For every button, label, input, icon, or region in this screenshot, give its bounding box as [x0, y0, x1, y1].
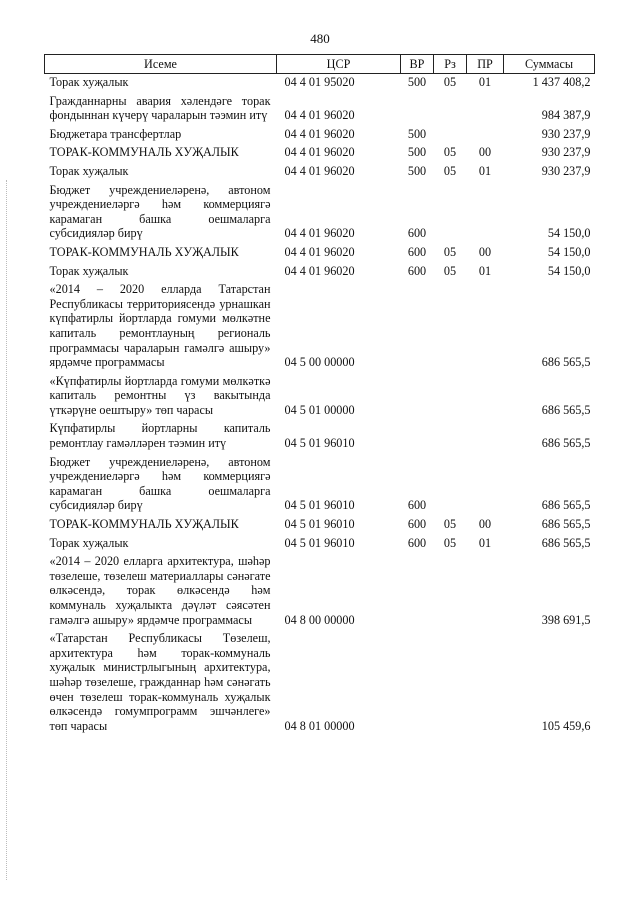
row-vr-code: 500 — [407, 163, 427, 178]
row-name: ТОРАК-КОММУНАЛЬ ХУҖАЛЫК — [49, 517, 239, 532]
row-rz-code — [434, 373, 467, 421]
row-amount: 54 150,0 — [547, 244, 591, 259]
row-pr-code: 00 — [478, 517, 492, 532]
row-rz-code — [434, 553, 467, 630]
budget-table — [44, 54, 595, 736]
row-vr-code: 600 — [407, 226, 427, 241]
table-row — [45, 516, 595, 535]
row-rz-code: 05 — [443, 535, 457, 550]
table-row — [45, 163, 595, 182]
row-pr-code — [467, 420, 504, 453]
row-csr-code: 04 5 01 00000 — [284, 402, 355, 417]
row-rz-code: 05 — [443, 163, 457, 178]
row-vr-code: 600 — [407, 244, 427, 259]
row-amount: 686 565,5 — [541, 402, 591, 417]
row-pr-code — [467, 630, 504, 736]
row-amount: 1 437 408,2 — [532, 75, 591, 89]
row-name: Торак хуҗалык — [49, 263, 129, 278]
row-vr-code: 500 — [407, 145, 427, 160]
row-vr-code — [401, 630, 434, 736]
header-pr: ПР — [467, 55, 504, 74]
row-rz-code — [434, 630, 467, 736]
row-name: Бюджет учреждениеләренә, автоном учреждениеләргә һәм коммерциягә карамаган башка оешмаларга субсидияләр бирү — [49, 454, 271, 513]
table-body — [45, 74, 595, 737]
table-row — [45, 74, 595, 93]
row-vr-code: 500 — [407, 75, 427, 89]
row-name: Бюджетара трансфертлар — [49, 126, 182, 141]
row-amount: 54 150,0 — [547, 226, 591, 241]
row-rz-code: 05 — [443, 145, 457, 160]
table-row — [45, 263, 595, 282]
header-rz: Рз — [434, 55, 467, 74]
row-pr-code: 01 — [478, 535, 492, 550]
row-amount: 930 237,9 — [541, 163, 591, 178]
row-rz-code — [434, 182, 467, 244]
row-amount: 930 237,9 — [541, 126, 591, 141]
row-csr-code: 04 8 00 00000 — [284, 612, 355, 627]
row-rz-code: 05 — [443, 75, 457, 89]
row-amount: 686 565,5 — [541, 436, 591, 451]
row-amount: 686 565,5 — [541, 535, 591, 550]
table-row — [45, 553, 595, 630]
row-name: ТОРАК-КОММУНАЛЬ ХУҖАЛЫК — [49, 244, 239, 259]
row-pr-code: 01 — [478, 263, 492, 278]
row-pr-code: 01 — [478, 75, 492, 89]
table-row — [45, 373, 595, 421]
row-name: Торак хуҗалык — [49, 163, 129, 178]
row-vr-code: 600 — [407, 498, 427, 513]
table-row — [45, 535, 595, 554]
row-pr-code — [467, 182, 504, 244]
row-vr-code — [401, 281, 434, 373]
row-vr-code: 600 — [407, 517, 427, 532]
row-pr-code — [467, 93, 504, 126]
row-csr-code: 04 4 01 96020 — [284, 145, 355, 160]
row-amount: 686 565,5 — [541, 355, 591, 370]
row-name: ТОРАК-КОММУНАЛЬ ХУҖАЛЫК — [49, 145, 239, 160]
header-name: Исеме — [45, 55, 277, 74]
row-csr-code: 04 8 01 00000 — [284, 718, 355, 733]
row-name: Гражданнарны авария хәлендәге торак фондыннан күчерү чараларын тәэмин итү — [49, 93, 271, 123]
row-pr-code — [467, 373, 504, 421]
row-csr-code: 04 4 01 95020 — [284, 75, 355, 89]
row-csr-code: 04 5 01 96010 — [284, 535, 355, 550]
row-amount: 54 150,0 — [547, 263, 591, 278]
row-pr-code: 00 — [478, 145, 492, 160]
row-csr-code: 04 4 01 96020 — [284, 226, 355, 241]
table-row — [45, 93, 595, 126]
row-name: Торак хуҗалык — [49, 75, 129, 89]
row-csr-code: 04 5 01 96010 — [284, 436, 355, 451]
row-name: «Татарстан Республикасы Төзелеш, архитектура һәм торак-коммуналь хуҗалык министрлыгының архитектура, шәһәр төзелеше, гражданнар һәм сәнәгать өчен төзелеш торак-коммуналь хуҗалык өлкәсендә гомумпрограмм эшчәнлеге» төп чарасы — [49, 631, 271, 733]
row-rz-code: 05 — [443, 244, 457, 259]
row-amount: 930 237,9 — [541, 145, 591, 160]
row-pr-code: 00 — [478, 244, 492, 259]
row-name: Бюджет учреждениеләренә, автоном учреждениеләргә һәм коммерциягә карамаган башка оешмаларга субсидияләр бирү — [49, 182, 271, 241]
row-pr-code — [467, 281, 504, 373]
table-row — [45, 454, 595, 516]
row-rz-code — [434, 281, 467, 373]
table-row — [45, 144, 595, 163]
table-row — [45, 281, 595, 373]
row-name: Күпфатирлы йортларны капиталь ремонтлау гамәлләрен тәэмин итү — [49, 421, 271, 451]
row-vr-code — [401, 420, 434, 453]
row-amount: 398 691,5 — [541, 612, 591, 627]
row-vr-code — [401, 93, 434, 126]
row-pr-code: 01 — [478, 163, 492, 178]
row-rz-code — [434, 126, 467, 145]
row-amount: 984 387,9 — [541, 108, 591, 123]
header-sum: Суммасы — [504, 55, 595, 74]
row-vr-code: 500 — [407, 126, 427, 141]
header-vr: ВР — [401, 55, 434, 74]
row-csr-code: 04 5 01 96010 — [284, 517, 355, 532]
row-csr-code: 04 4 01 96020 — [284, 244, 355, 259]
row-csr-code: 04 5 00 00000 — [284, 355, 355, 370]
row-name: «2014 – 2020 елларга архитектура, шәһәр төзелеше, төзелеш материаллары сәнәгате өлкәсендә, торак өлкәсендә һәм коммуналь хуҗалыкта дәүләт сәясәтен гамәлгә ашыру» ярдәмче программасы — [49, 554, 271, 627]
row-vr-code — [401, 553, 434, 630]
row-rz-code: 05 — [443, 517, 457, 532]
table-row — [45, 126, 595, 145]
scan-edge-marks — [6, 180, 8, 880]
table-header-row — [45, 55, 595, 74]
row-csr-code: 04 5 01 96010 — [284, 498, 355, 513]
row-vr-code — [401, 373, 434, 421]
row-vr-code: 600 — [407, 535, 427, 550]
row-csr-code: 04 4 01 96020 — [284, 263, 355, 278]
row-rz-code — [434, 454, 467, 516]
row-amount: 686 565,5 — [541, 498, 591, 513]
table-row — [45, 630, 595, 736]
page-number: 480 — [310, 31, 330, 46]
row-name: «Күпфатирлы йортларда гомуми мөлкәткә капиталь ремонтны үз вакытында үткәрүне оештыру» төп чарасы — [49, 373, 271, 417]
row-csr-code: 04 4 01 96020 — [284, 108, 355, 123]
table-row — [45, 182, 595, 244]
row-csr-code: 04 4 01 96020 — [284, 163, 355, 178]
header-csr: ЦСР — [277, 55, 401, 74]
table-row — [45, 420, 595, 453]
row-pr-code — [467, 454, 504, 516]
row-rz-code — [434, 420, 467, 453]
row-amount: 686 565,5 — [541, 517, 591, 532]
row-amount: 105 459,6 — [541, 718, 591, 733]
row-name: «2014 – 2020 елларда Татарстан Республикасы территориясендә урнашкан күпфатирлы йортларда гомуми мөлкәтне капиталь ремонтлауның региональ программасы чараларын гамәлгә ашыру» ярдәмче программасы — [49, 282, 271, 370]
table-row — [45, 244, 595, 263]
row-pr-code — [467, 126, 504, 145]
row-pr-code — [467, 553, 504, 630]
row-csr-code: 04 4 01 96020 — [284, 126, 355, 141]
row-name: Торак хуҗалык — [49, 535, 129, 550]
row-vr-code: 600 — [407, 263, 427, 278]
row-rz-code — [434, 93, 467, 126]
row-rz-code: 05 — [443, 263, 457, 278]
